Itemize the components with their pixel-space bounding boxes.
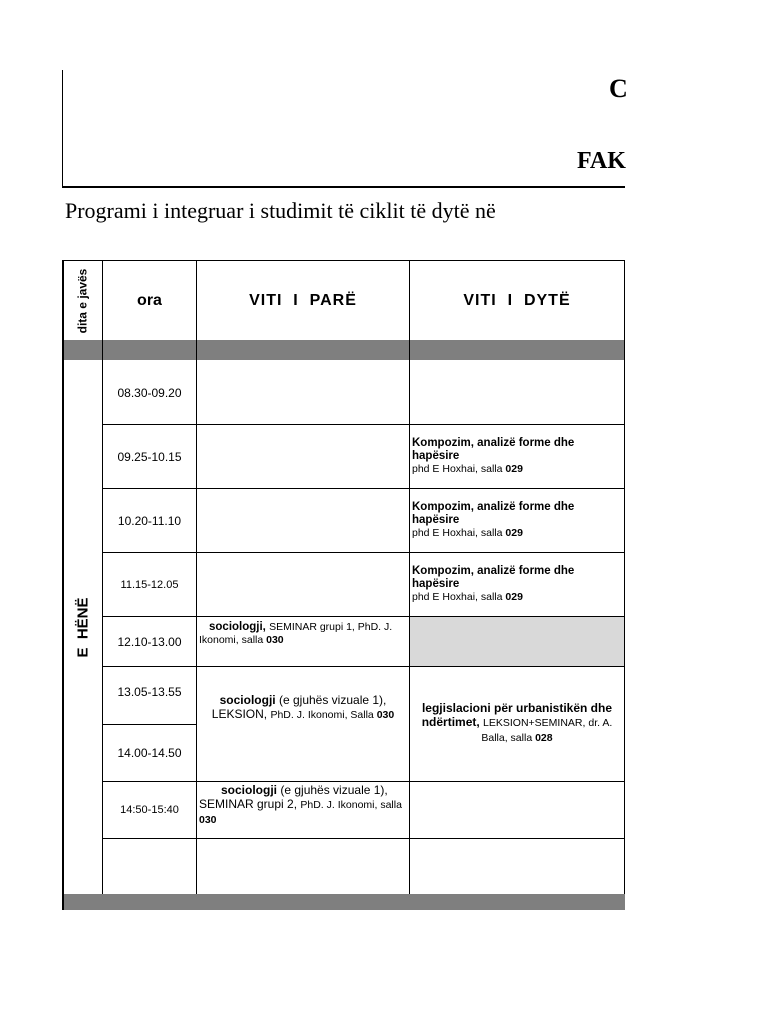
course-title: Kompozim, analizë forme dhe hapësire xyxy=(412,565,575,590)
course-extra: (e gjuhës vizuale 1), SEMINAR grupi 2, xyxy=(199,783,388,811)
time-slot: 14.00-14.50 xyxy=(117,746,182,760)
course-title: Kompozim, analizë forme dhe hapësire xyxy=(412,501,575,526)
time-slot: 13.05-13.55 xyxy=(117,685,182,699)
row-line xyxy=(102,838,624,839)
course-room: 029 xyxy=(505,591,523,603)
course-teacher: PhD. J. Ikonomi, Salla xyxy=(270,709,377,721)
course-kompozim xyxy=(410,553,624,616)
course-room: 030 xyxy=(199,814,217,826)
time-slot: 11.15-12.05 xyxy=(120,578,179,591)
course-info: phd E Hoxhai, salla xyxy=(412,591,506,603)
time-slot: 08.30-09.20 xyxy=(117,385,182,400)
day-label: E HËNË xyxy=(74,597,92,658)
header-left-border xyxy=(62,70,63,188)
header-year2: VITI I DYTË xyxy=(463,291,571,309)
col-divider-year2 xyxy=(624,260,625,894)
course-title: sociologji, xyxy=(209,621,270,633)
time-slot: 09.25-10.15 xyxy=(117,449,182,464)
empty-gray-cell xyxy=(410,617,624,666)
separator-band-bottom xyxy=(62,894,625,910)
course-extra: (e gjuhës vizuale 1), LEKSION, xyxy=(211,693,387,721)
course-room: 029 xyxy=(505,527,523,539)
course-info: phd E Hoxhai, salla xyxy=(412,527,506,539)
course-sociologji-seminar-1 xyxy=(197,617,409,666)
header-year1: VITI I PARË xyxy=(249,291,357,309)
course-title: Kompozim, analizë forme dhe hapësire xyxy=(412,437,575,462)
day-cell-monday xyxy=(63,361,102,894)
header-bottom-rule xyxy=(62,186,625,188)
course-room: 030 xyxy=(376,709,395,721)
course-room: 028 xyxy=(535,732,553,744)
header-day xyxy=(63,261,102,340)
course-room: 029 xyxy=(505,463,523,475)
course-info: SEMINAR grupi 1, PhD. J. Ikonomi, salla xyxy=(199,621,393,646)
course-info: phd E Hoxhai, salla xyxy=(412,463,506,475)
time-slot: 10.20-11.10 xyxy=(117,513,182,528)
course-title: legjislacioni për urbanistikën dhe ndërtimet, xyxy=(421,701,613,729)
course-sociologji-seminar-2 xyxy=(197,782,409,838)
course-type: LEKSION+SEMINAR, dr. A. Balla, salla xyxy=(481,717,613,744)
time-slot: 14:50-15:40 xyxy=(120,804,179,816)
separator-band-top xyxy=(62,340,625,360)
header-time: ora xyxy=(137,291,162,309)
day-header-label: dita e javës xyxy=(75,268,90,333)
time-slot: 12.10-13.00 xyxy=(117,634,182,649)
course-kompozim xyxy=(410,425,624,488)
course-teacher: PhD. J. Ikonomi, salla xyxy=(300,799,402,811)
course-room: 030 xyxy=(266,634,284,646)
course-sociologji-lecture xyxy=(197,667,409,781)
course-title: sociologji xyxy=(219,693,276,707)
course-title: sociologji xyxy=(221,783,278,797)
program-heading: Programi i integruar i studimit të ciklit të dytë në xyxy=(65,198,496,223)
course-kompozim xyxy=(410,489,624,552)
course-legjislacion xyxy=(410,667,624,781)
university-title: C xyxy=(609,74,628,103)
faculty-title: FAK xyxy=(577,148,626,174)
